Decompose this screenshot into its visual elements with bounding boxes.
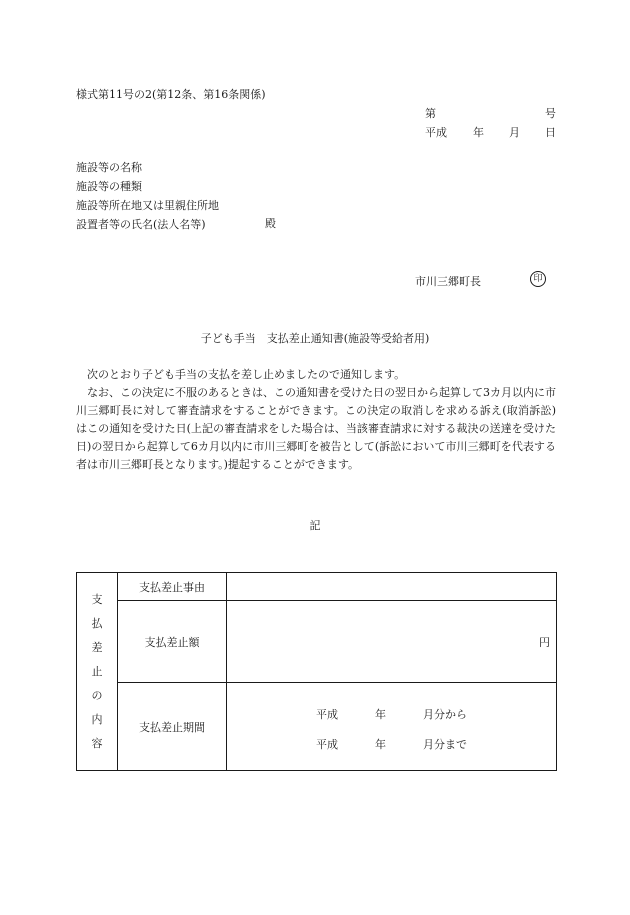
group-label-char: 容 [91,736,103,750]
amount-label: 支払差止額 [118,601,227,683]
notice-paragraph: なお、この決定に不服のあるときは、この通知書を受けた日の翌日から起算して3カ月以内に市川三郷町長に対して審査請求をすることができます。この決定の取消しを求める訴え(取消訴訟)はこの通知を受けた日(上記の審査請求をした場合は、当該審査請求に対する裁決の送達を受けた日)の翌日から起算して6カ月以内に市川三郷町を被告として(訴訟において市川三郷町を代表する者は市川三郷町長となります。)提起することができます。 [76,386,556,471]
addressee-fields [76,158,219,234]
period-label: 支払差止期間 [118,683,227,771]
group-label-char: 内 [91,712,103,726]
suspension-details-table [76,572,557,771]
group-label-char: 差 [91,640,103,654]
period-to-era: 平成 [316,738,338,751]
field-operator-name: 設置者等の氏名(法人名等) [76,218,206,231]
date-era: 平成 [425,126,447,139]
form-number-header: 様式第11号の2(第12条、第16条関係) [76,88,266,101]
period-to-month: 月分まで [423,738,467,751]
seal-stamp: 印 [530,271,546,287]
group-label-cell [77,573,118,771]
date-month: 月 [509,126,520,139]
date-day: 日 [545,126,556,139]
period-value[interactable] [227,683,557,771]
group-label-char: の [91,688,103,702]
reason-label: 支払差止事由 [118,573,227,601]
field-facility-address: 施設等所在地又は里親住所地 [76,199,219,212]
period-from-month: 月分から [423,708,467,721]
honorific: 殿 [265,217,276,230]
field-facility-type: 施設等の種類 [76,180,142,193]
group-label-char: 支 [91,592,103,606]
document-title: 子ども手当 支払差止通知書(施設等受給者用) [200,332,430,345]
date-year: 年 [473,126,484,139]
issuer-name: 市川三郷町長 [415,275,481,288]
doc-number-suffix: 号 [545,107,556,120]
period-from-year: 年 [375,708,386,721]
notice-body [76,366,556,474]
reason-value[interactable] [227,573,557,601]
amount-unit: 円 [539,635,550,649]
period-to-year: 年 [375,738,386,751]
period-to-row [227,736,556,750]
ki-heading: 記 [309,519,321,532]
notice-paragraph: 次のとおり子ども手当の支払を差し止めましたので通知します。 [87,368,406,381]
amount-value[interactable] [227,601,557,683]
doc-number-prefix: 第 [425,107,436,120]
group-label-char: 止 [91,664,103,678]
group-label-char: 払 [91,616,103,630]
period-from-row [227,706,556,720]
field-facility-name: 施設等の名称 [76,161,142,174]
period-from-era: 平成 [316,708,338,721]
